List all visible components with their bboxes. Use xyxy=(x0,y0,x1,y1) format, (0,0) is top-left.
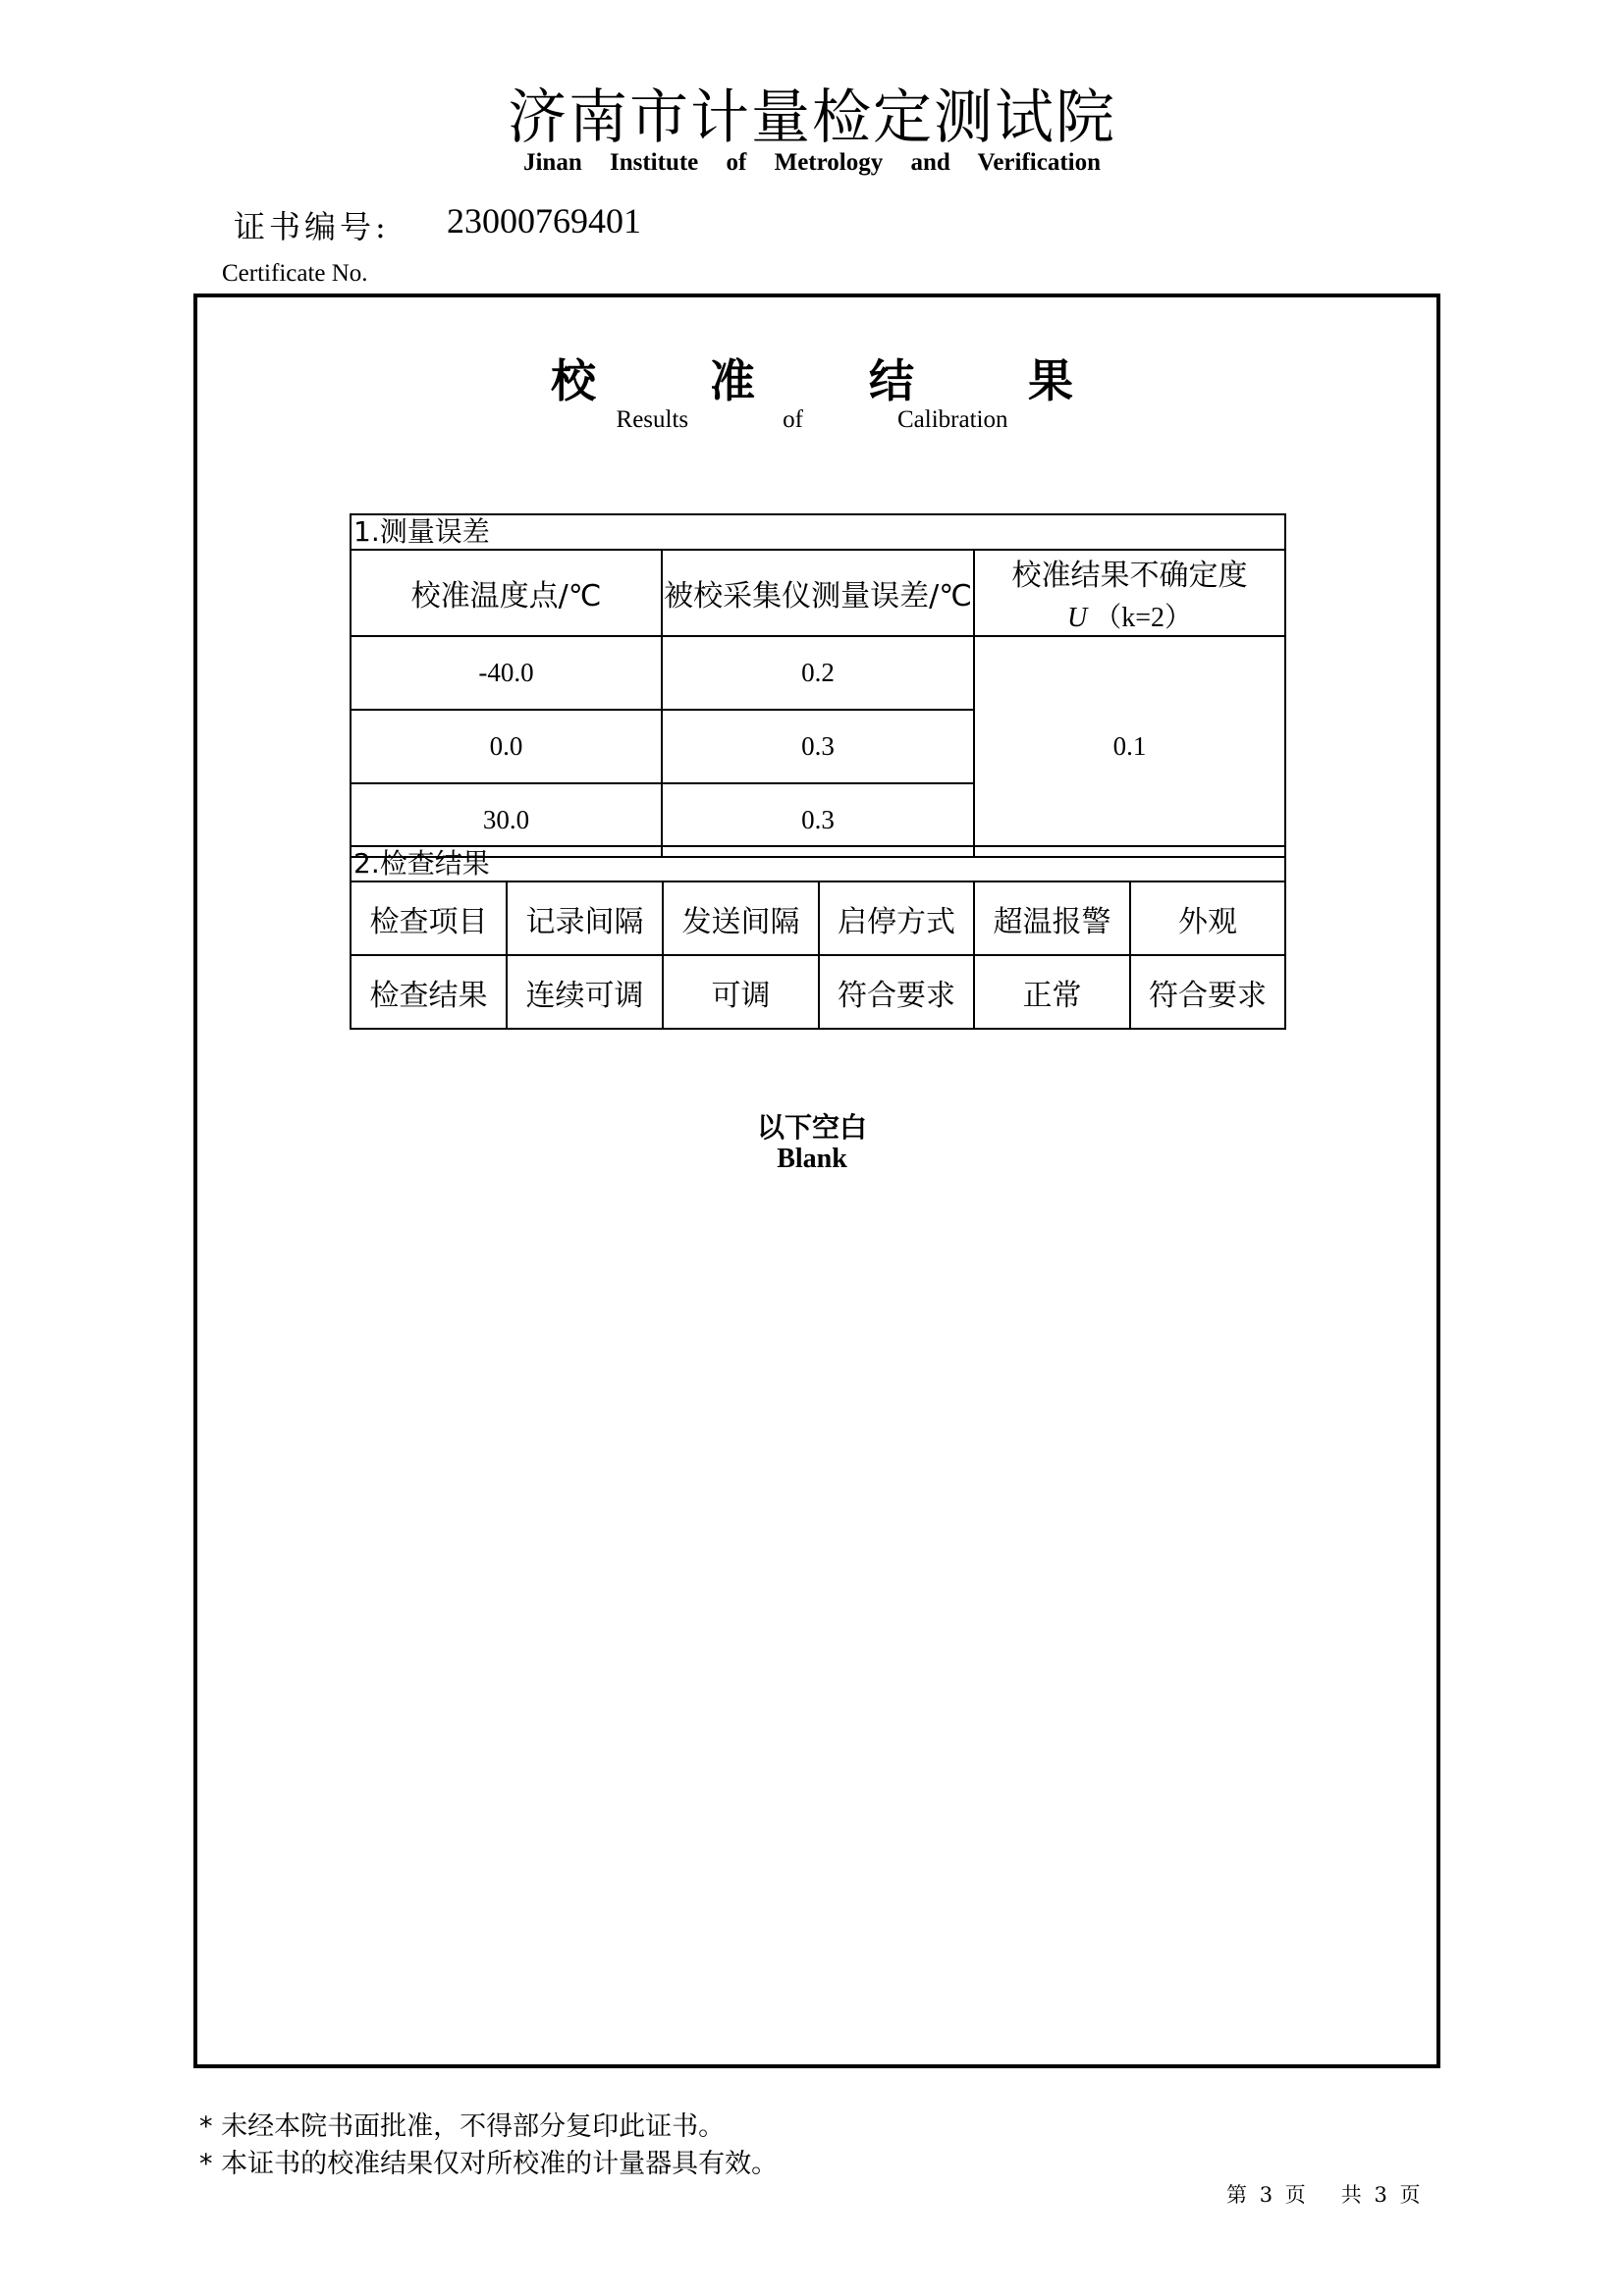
footnote: * 未经本院书面批准，不得部分复印此证书。 xyxy=(199,2111,726,2142)
results-subtitle xyxy=(0,406,1624,434)
measurement-error-cell: 0.2 xyxy=(662,636,974,710)
results-title-char: 校 xyxy=(551,354,596,407)
certificate-number: 23000769401 xyxy=(447,201,641,240)
total-label: 页 xyxy=(1399,2183,1421,2207)
footnote: * 本证书的校准结果仅对所校准的计量器具有效。 xyxy=(199,2149,779,2179)
blank-label-en: Blank xyxy=(777,1144,847,1174)
uncertainty-notation xyxy=(975,596,1284,635)
results-title-char: 结 xyxy=(869,354,914,407)
inspection-item-cell: 记录间隔 xyxy=(507,881,663,955)
measurement-error-cell: 0.3 xyxy=(662,783,974,857)
inspection-result-cell: 正常 xyxy=(974,955,1130,1029)
inspection-result-cell: 符合要求 xyxy=(1130,955,1285,1029)
inspection-item-cell: 外观 xyxy=(1130,881,1285,955)
measurement-table xyxy=(350,513,1286,858)
page-label: 页 xyxy=(1284,2183,1306,2207)
header-uncertainty xyxy=(974,550,1285,636)
calibration-point-cell: -40.0 xyxy=(351,636,662,710)
uncertainty-value-cell: 0.1 xyxy=(974,636,1285,857)
certificate-label-cn: 证书编号: xyxy=(234,208,390,245)
inspection-item-cell: 发送间隔 xyxy=(663,881,819,955)
measurement-error-cell: 0.3 xyxy=(662,710,974,783)
inspection-result-cell: 可调 xyxy=(663,955,819,1029)
header-calibration-point: 校准温度点/℃ xyxy=(351,550,662,636)
section-label-measurement: 1.测量误差 xyxy=(351,514,1285,550)
results-subtitle-word: Results xyxy=(616,406,689,433)
calibration-point-cell: 0.0 xyxy=(351,710,662,783)
inspection-item-cell: 启停方式 xyxy=(819,881,974,955)
institute-name-en: Jinan Institute of Metrology and Verification xyxy=(522,149,1101,176)
inspection-result-cell: 检查结果 xyxy=(351,955,507,1029)
section-label-inspection: 2.检查结果 xyxy=(351,846,1285,881)
institute-name-cn: 济南市计量检定测试院 xyxy=(508,83,1116,152)
results-subtitle-word: Calibration xyxy=(896,406,1008,433)
calibration-point-cell: 30.0 xyxy=(351,783,662,857)
header-uncertainty-label: 校准结果不确定度 xyxy=(1011,559,1248,593)
inspection-result-cell: 符合要求 xyxy=(819,955,974,1029)
page-total: 3 xyxy=(1374,2183,1387,2207)
blank-label-cn: 以下空白 xyxy=(756,1111,867,1144)
page-label: 第 xyxy=(1226,2183,1247,2207)
results-title-char: 果 xyxy=(1028,354,1073,407)
total-label: 共 xyxy=(1340,2183,1362,2207)
uncertainty-symbol: U xyxy=(1067,603,1088,633)
results-title-char: 准 xyxy=(710,354,755,407)
inspection-result-cell: 连续可调 xyxy=(507,955,663,1029)
inspection-item-cell: 检查项目 xyxy=(351,881,507,955)
inspection-item-cell: 超温报警 xyxy=(974,881,1130,955)
page-current: 3 xyxy=(1259,2183,1273,2207)
page-number xyxy=(1226,2179,1421,2209)
results-title xyxy=(0,346,1624,410)
results-subtitle-word: of xyxy=(783,406,803,433)
certificate-label-en: Certificate No. xyxy=(222,260,368,287)
inspection-table xyxy=(350,845,1286,1030)
header-measurement-error: 被校采集仪测量误差/℃ xyxy=(662,550,974,636)
uncertainty-k: （k=2） xyxy=(1094,603,1193,633)
